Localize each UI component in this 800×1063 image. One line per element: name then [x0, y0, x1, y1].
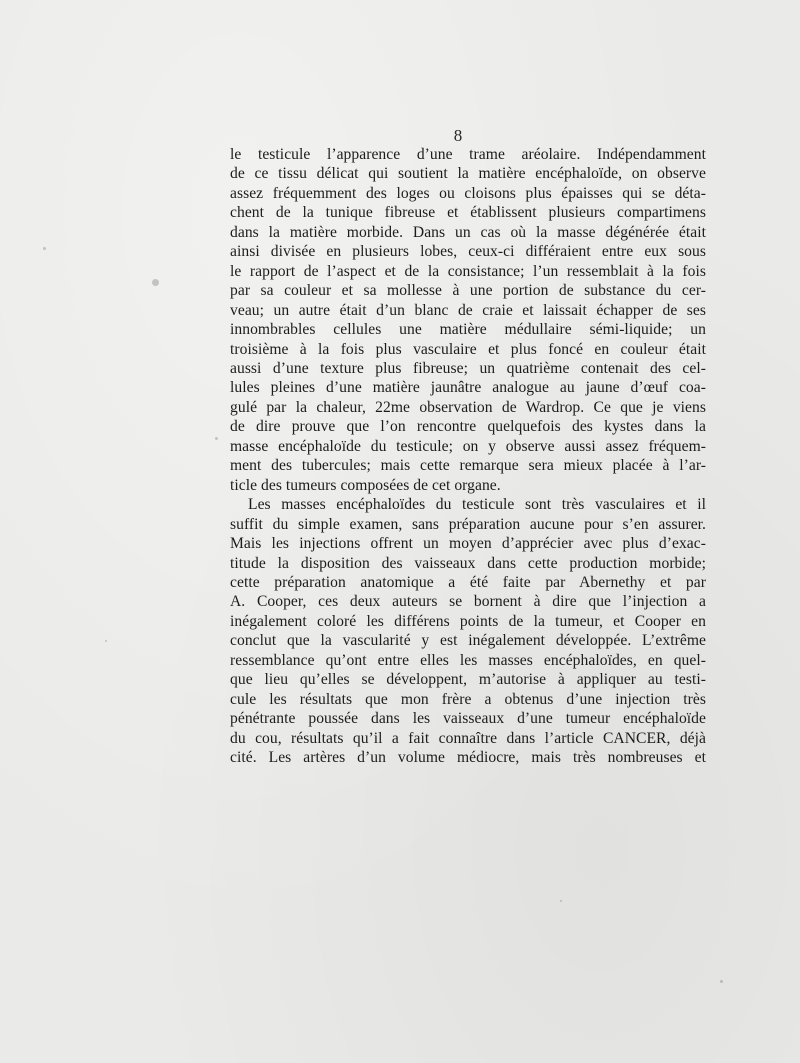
text-line: que lieu qu’elles se développent, m’autorise à appliquer au testi- [230, 671, 706, 689]
text-line: assez fréquemment des loges ou cloisons plus épaisses qui se déta- [230, 184, 706, 202]
text-line: veau; un autre était d’un blanc de craie et laissait échapper de ses [230, 301, 706, 319]
paper-speck [560, 900, 562, 902]
paper-speck [152, 279, 159, 286]
text-line: dans la matière morbide. Dans un cas où la masse dégénérée était [230, 223, 706, 241]
text-line: de ce tissu délicat qui soutient la matière encéphaloïde, on observe [230, 165, 706, 183]
body-text [230, 145, 706, 768]
text-line: ainsi divisée en plusieurs lobes, ceux-ci différaient entre eux sous [230, 243, 706, 261]
paper-speck [105, 640, 107, 642]
text-line: Mais les injections offrent un moyen d’apprécier avec plus d’exac- [230, 535, 706, 553]
text-line: gulé par la chaleur, 22me observation de Wardrop. Ce que je viens [230, 398, 706, 416]
text-line: conclut que la vascularité y est inégalement développée. L’extrême [230, 632, 706, 650]
text-line: inégalement coloré les différens points de la tumeur, et Cooper en [230, 612, 706, 630]
text-line: cette préparation anatomique a été faite par Abernethy et par [230, 573, 706, 591]
text-line: le testicule l’apparence d’une trame aréolaire. Indépendamment [230, 146, 706, 163]
text-line: aussi d’une texture plus fibreuse; un quatrième contenait des cel- [230, 359, 706, 377]
text-line: cité. Les artères d’un volume médiocre, mais très nombreuses et [230, 749, 706, 767]
text-line: titude la disposition des vaisseaux dans cette production morbide; [230, 554, 706, 572]
paper-speck [215, 437, 218, 440]
text-line: le rapport de l’aspect et de la consistance; l’un ressemblait à la fois [230, 262, 706, 280]
text-line: cule les résultats que mon frère a obtenus d’une injection très [230, 690, 706, 708]
text-line: Les masses encéphaloïdes du testicule sont très vasculaires et il [248, 496, 706, 514]
text-line: ressemblance qu’ont entre elles les masses encéphaloïdes, en quel- [230, 651, 706, 669]
page-number: 8 [453, 126, 463, 145]
paper-speck [43, 247, 46, 250]
text-line: lules pleines d’une matière jaunâtre analogue au jaune d’œuf coa- [230, 379, 706, 397]
text-line: A. Cooper, ces deux auteurs se bornent à dire que l’injection a [230, 593, 706, 611]
text-line: suffit du simple examen, sans préparation aucune pour s’en assurer. [230, 515, 706, 533]
paragraph-1 [230, 145, 706, 495]
text-line: masse encéphaloïde du testicule; on y observe aussi assez fréquem- [230, 437, 706, 455]
paragraph-2 [230, 495, 706, 767]
text-line: de dire prouve que l’on rencontre quelquefois des kystes dans la [230, 418, 706, 436]
text-line: troisième à la fois plus vasculaire et plus foncé en couleur était [230, 340, 706, 358]
paper-speck [720, 980, 723, 983]
text-line: du cou, résultats qu’il a fait connaître dans l’article CANCER, déjà [230, 729, 706, 747]
text-line: ment des tubercules; mais cette remarque sera mieux placée à l’ar- [230, 457, 706, 475]
text-line: innombrables cellules une matière médullaire sémi-liquide; un [230, 321, 706, 339]
text-line: par sa couleur et sa mollesse à une portion de substance du cer- [230, 282, 706, 300]
text-line: chent de la tunique fibreuse et établissent plusieurs compartimens [230, 204, 706, 222]
text-line: ticle des tumeurs composées de cet organe. [230, 476, 501, 494]
text-line: pénétrante poussée dans les vaisseaux d’une tumeur encéphaloïde [230, 710, 706, 728]
